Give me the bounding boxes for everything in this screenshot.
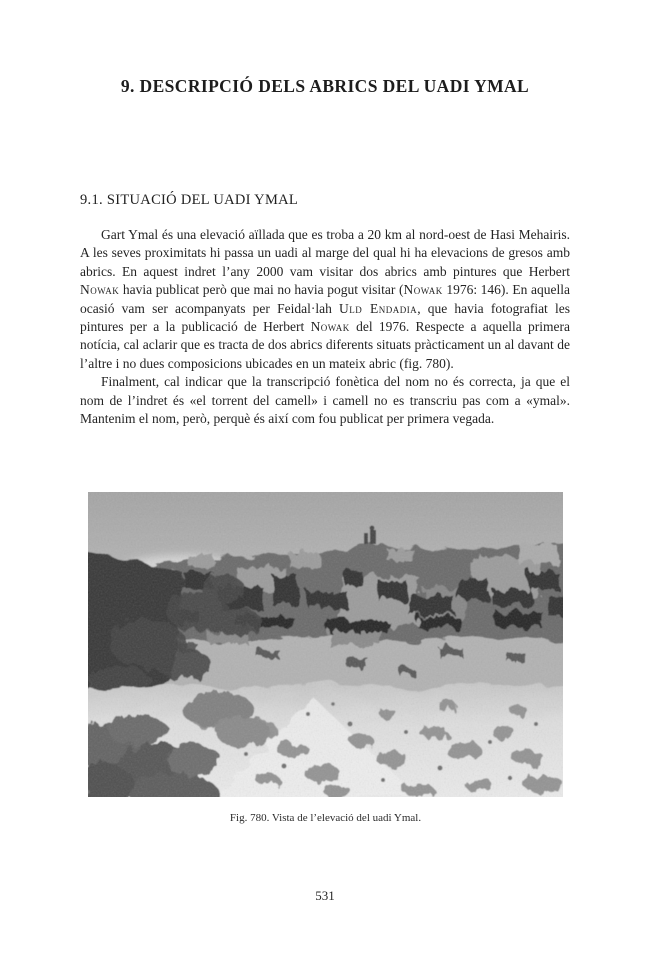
text-run: havia publicat però que mai no havia pogut visitar ( — [119, 282, 404, 298]
text-run: , que havia fotografiat les pintures per a la publicació de Herbert — [80, 300, 570, 335]
paragraph-2: Finalment, cal indicar que la transcripció fonètica del nom no és correcta, ja que el nom de l’indret és «el torrent del camell» i camell no es transcriu pas com a «ymal». Mantenim el nom, però, perquè és així com fou publicat per primera vegada. — [80, 374, 570, 427]
smallcaps-name: Nowak — [80, 282, 120, 298]
elevation-photo — [88, 492, 563, 797]
smallcaps-name: Uld Endadia — [339, 300, 418, 316]
figure-780 — [88, 492, 563, 824]
chapter-title: 9. DESCRIPCIÓ DELS ABRICS DEL UADI YMAL — [120, 76, 530, 96]
paragraph-1 — [80, 226, 570, 373]
section-heading: 9.1. SITUACIÓ DEL UADI YMAL — [80, 192, 299, 208]
page-number: 531 — [315, 888, 335, 903]
text-run: 1976: 146). En aquella ocasió vam ser acompanyats per Feidal·lah — [80, 282, 570, 316]
body-text — [80, 226, 570, 428]
figure-caption: Fig. 780. Vista de l’elevació del uadi Ymal. — [229, 812, 422, 824]
smallcaps-name: Nowak — [403, 282, 443, 298]
text-run: del 1976. Respecte a aquella primera notícia, cal aclarir que es tracta de dos abrics diferents situats pràcticament un al davant de l’altre i no dues composicions ubicades en un mateix abric (fig. 780). — [80, 319, 570, 371]
text-run: Gart Ymal és una elevació aïllada que es troba a 20 km al nord-oest de Hasi Mehairis. A les seves proximitats hi passa un uadi al marge del qual hi ha elevacions de gresos amb abrics. En aquest indret l’any 2000 vam visitar dos abrics amb pintures que Herbert — [80, 227, 570, 279]
smallcaps-name: Nowak — [310, 319, 350, 335]
grain-overlay — [88, 492, 563, 797]
